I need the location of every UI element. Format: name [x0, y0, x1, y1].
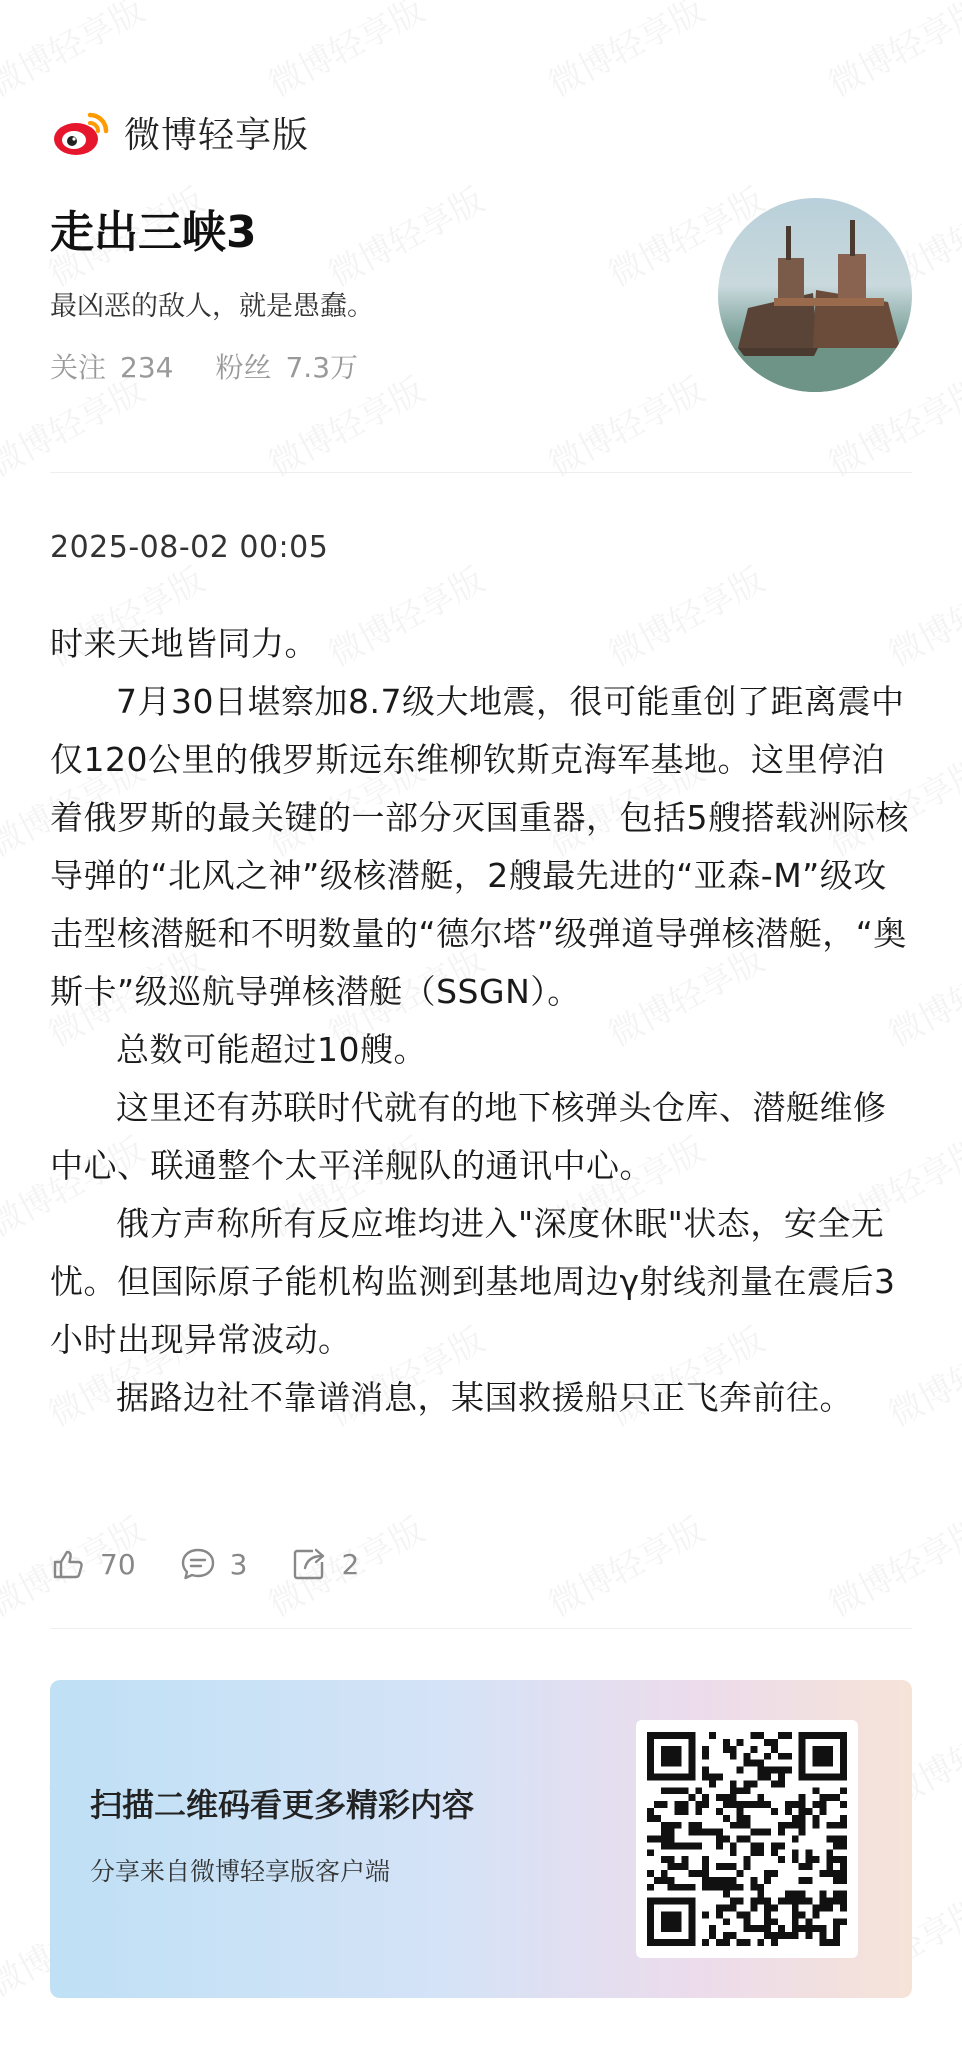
- post-paragraph: 总数可能超过10艘。: [116, 1030, 427, 1069]
- watermark-text: [538, 1503, 711, 1626]
- post-paragraph: 7月30日堪察加8.7级大地震，很可能重创了距离震中仅120公里的俄罗斯远东维柳钦斯克海军基地。这里停泊着俄罗斯的最关键的一部分灭国重器，包括5艘搭载洲际核导弹的“北风之神”级核潜艇，2艘最先进的“亚森-M”级攻击型核潜艇和不明数量的“德尔塔”级弹道导弹核潜艇，“奥斯卡”级巡航导弹核潜艇（SSGN）。: [50, 682, 909, 1011]
- followers-stat[interactable]: 粉丝 7.3万: [215, 351, 359, 384]
- following-stat[interactable]: 关注 234: [50, 351, 174, 384]
- app-brand: [52, 104, 309, 160]
- post-actions: [50, 1546, 403, 1582]
- weibo-logo-icon: [52, 107, 110, 157]
- post-paragraph: 时来天地皆同力。: [50, 624, 318, 663]
- share-card-subtitle: 分享来自微博轻享版客户端: [90, 1857, 391, 1886]
- like-count: 70: [100, 1547, 136, 1581]
- post-paragraph: 这里还有苏联时代就有的地下核弹头仓库、潜艇维修中心、联通整个太平洋舰队的通讯中心。: [50, 1088, 887, 1185]
- comment-button[interactable]: [180, 1546, 248, 1582]
- watermark-text: [818, 0, 962, 106]
- repost-button[interactable]: [291, 1546, 359, 1582]
- repost-count: 2: [341, 1547, 360, 1581]
- user-stats: [50, 346, 358, 386]
- share-card: [50, 1680, 912, 1998]
- like-button[interactable]: [50, 1546, 136, 1582]
- avatar-ship-image: [718, 198, 912, 392]
- post-timestamp: 2025-08-02 00:05: [50, 530, 329, 565]
- watermark-text: [538, 363, 711, 486]
- repost-icon: [291, 1546, 327, 1582]
- actions-divider: [50, 1628, 912, 1629]
- qr-code[interactable]: [636, 1720, 858, 1958]
- thumbs-up-icon: [50, 1546, 86, 1582]
- avatar[interactable]: [718, 198, 912, 392]
- post-paragraph: 据路边社不靠谱消息，某国救援船只正飞奔前往。: [116, 1378, 853, 1417]
- comment-count: 3: [229, 1547, 248, 1581]
- watermark-text: [538, 0, 711, 106]
- post-paragraph: 俄方声称所有反应堆均进入"深度休眠"状态，安全无忧。但国际原子能机构监测到基地周边γ射线剂量在震后3小时出现异常波动。: [50, 1204, 896, 1359]
- qr-code-icon: [647, 1732, 847, 1946]
- watermark-text: [258, 0, 431, 106]
- header-divider: [50, 472, 912, 473]
- user-name[interactable]: 走出三峡3: [50, 207, 257, 258]
- brand-name: 微博轻享版: [124, 114, 310, 156]
- user-bio: 最凶恶的敌人，就是愚蠢。: [50, 291, 374, 322]
- watermark-text: [0, 0, 152, 106]
- watermark-text: [818, 1503, 962, 1626]
- share-card-title: 扫描二维码看更多精彩内容: [90, 1786, 475, 1824]
- post-content: [50, 615, 912, 1427]
- comment-icon: [180, 1546, 216, 1582]
- watermark-text: [318, 173, 491, 296]
